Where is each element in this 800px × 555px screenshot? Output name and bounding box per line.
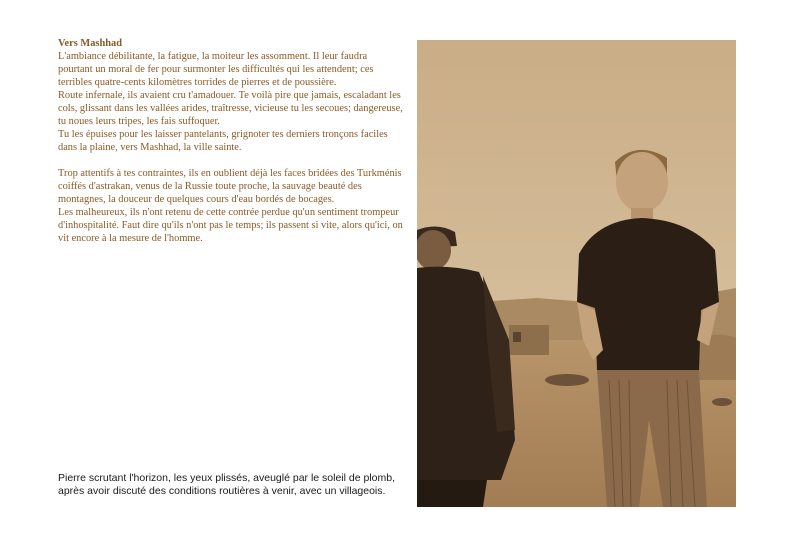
article-paragraph-2: Route infernale, ils avaient cru t'amadouer. Te voilà pire que jamais, escaladant les cols, glissant dans les vallées arides, traîtresse, vicieuse tu les secoues; dangereuse, tu noues leurs tripes, les fais suffoquer. (58, 90, 403, 127)
article-paragraph-4: Trop attentifs à tes contraintes, ils en oublient déjà les faces bridées des Turkménis coiffés d'astrakan, venus de la Russie toute proche, la sauvage beauté des montagnes, la douceur de quelques cours d'eau bordés de bocages. (58, 168, 402, 205)
sepia-photograph (417, 40, 736, 507)
photo-caption: Pierre scrutant l'horizon, les yeux plissés, aveuglé par le soleil de plomb, après avoir discuté des conditions routières à venir, avec un villageois. (58, 472, 396, 497)
article-paragraph-5: Les malheureux, ils n'ont retenu de cette contrée perdue qu'un sentiment trompeur d'inhospitalité. Faut dire qu'ils n'ont pas le temps; ils passent si vite, alors qu'ici, on vit encore à la mesure de l'homme. (58, 207, 403, 244)
article-paragraph-3: Tu les épuises pour les laisser pantelants, grignoter tes derniers tronçons faciles dans la plaine, vers Mashhad, la ville sainte. (58, 129, 388, 153)
photo-illustration (417, 40, 736, 507)
article-paragraph-1: L'ambiance débilitante, la fatigue, la moiteur les assomment. Il leur faudra pourtant un moral de fer pour surmonter les difficultés qui les attendent; ces terribles quatre-cents kilomètres torrides de pierres et de poussière. (58, 51, 374, 88)
photo-rock (545, 374, 589, 386)
article-title: Vers Mashhad (58, 38, 122, 49)
article-text (58, 37, 403, 245)
